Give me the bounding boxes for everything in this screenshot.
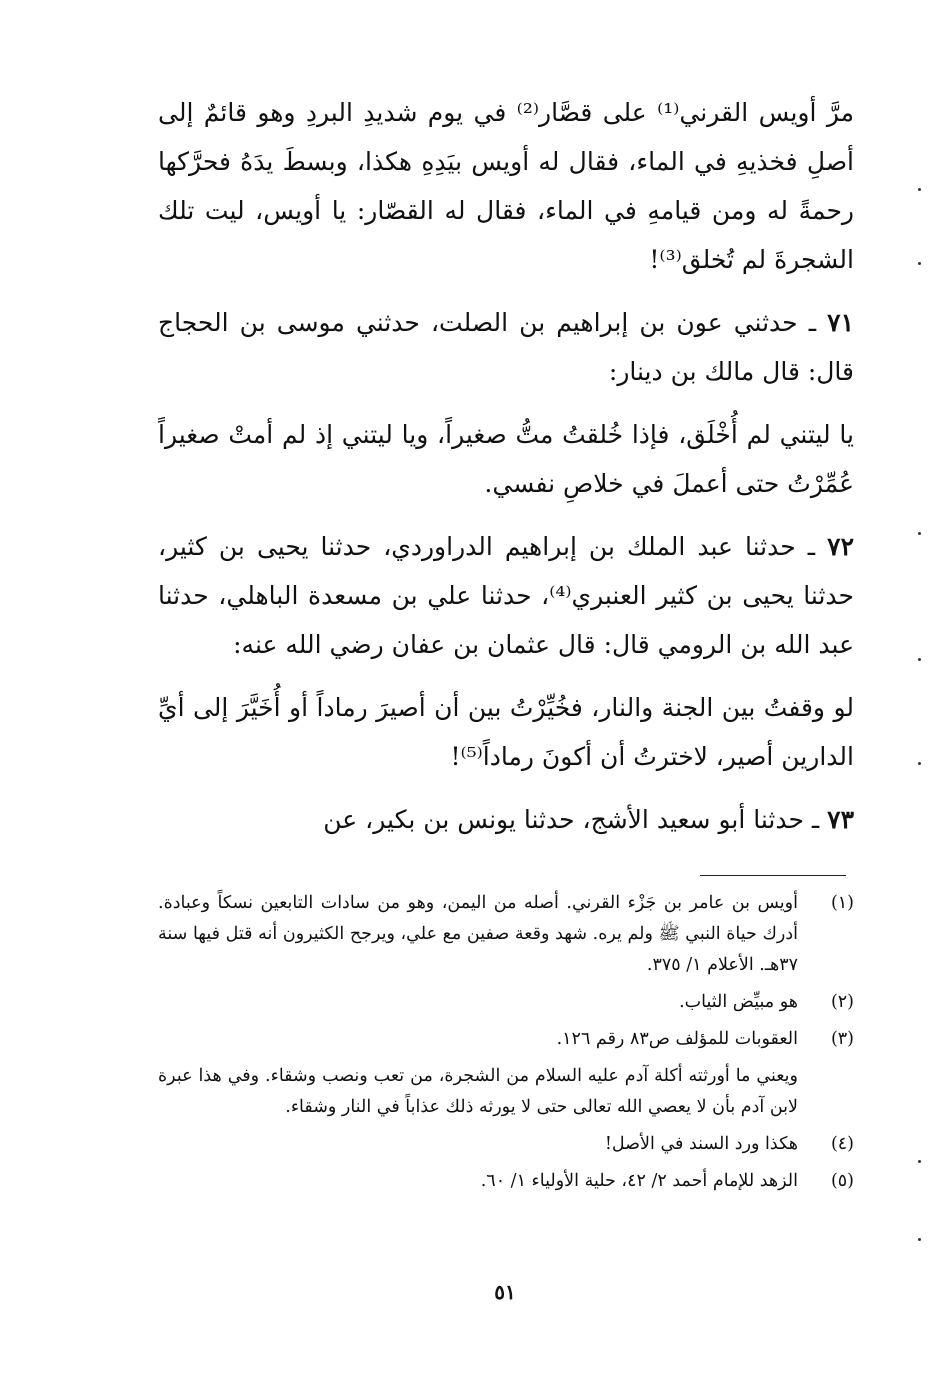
footnote xyxy=(158,888,854,981)
footnote-text: هو مبيِّض الثياب. xyxy=(679,992,798,1012)
scan-mark xyxy=(918,762,921,765)
main-text xyxy=(158,88,854,844)
footnote xyxy=(158,1024,854,1055)
narration-number: ٧١ xyxy=(827,308,854,337)
footnote-number xyxy=(798,1061,854,1123)
footnote xyxy=(158,987,854,1018)
narration-number: ٧٢ xyxy=(827,532,854,561)
narration-73 xyxy=(158,795,854,844)
footnote-continuation xyxy=(158,1061,854,1123)
footnote xyxy=(158,1129,854,1160)
narration-chain: ـ حدثنا أبو سعيد الأشج، حدثنا يونس بن بكير، عن xyxy=(323,805,828,834)
footnote xyxy=(158,1166,854,1197)
page-number: ٥١ xyxy=(494,1280,516,1304)
footnote-number: (٢) xyxy=(830,992,854,1012)
narration-chain: ـ حدثنا عبد الملك بن إبراهيم الدراوردي، حدثنا يحيى بن كثير، حدثنا يحيى بن كثير العنبري⁽⁴⁾، حدثنا علي بن مسعدة الباهلي، حدثنا عبد الله بن الرومي قال: قال عثمان بن عفان رضي الله عنه: xyxy=(158,532,854,659)
narration-72 xyxy=(158,522,854,669)
scan-mark xyxy=(918,1160,921,1163)
footnote-text: ويعني ما أورثته أكلة آدم عليه السلام من الشجرة، من تعب ونصب وشقاء. وفي هذا عبرة لابن آدم بأن لا يعصي الله تعالى حتى لا يورثه ذلك عذاباً في النار وشقاء. xyxy=(158,1066,798,1117)
quote-72: لو وقفتُ بين الجنة والنار، فخُيِّرْتُ بين أن أصيرَ رماداً أو أُخَيَّرَ إلى أيِّ الدارين أصير، لاخترتُ أن أكونَ رماداً⁽⁵⁾! xyxy=(158,693,854,771)
scan-mark xyxy=(918,188,921,191)
footnote-number: (١) xyxy=(830,893,854,913)
footnote-number: (٤) xyxy=(830,1134,854,1154)
scan-mark xyxy=(918,658,921,661)
narration-number: ٧٣ xyxy=(827,805,854,834)
footnote-separator xyxy=(700,875,846,876)
scan-mark xyxy=(918,262,921,265)
footnote-text: الزهد للإمام أحمد ٢/ ٤٢، حلية الأولياء ١/ ٦٠. xyxy=(480,1171,798,1191)
footnote-text: هكذا ورد السند في الأصل! xyxy=(604,1134,798,1154)
footnotes xyxy=(158,888,854,1197)
footnote-text: أويس بن عامر بن جَزْء القرني. أصله من اليمن، وهو من سادات التابعين نسكاً وعبادة. أدرك حياة النبي ﷺ ولم يره. شهد وقعة صفين مع علي، ويرجح الكثيرون أنه قتل فيها سنة ٣٧هـ. الأعلام ١/ ٣٧٥. xyxy=(158,893,798,975)
quote-71: يا ليتني لم أُخْلَق، فإذا خُلقتُ متُّ صغيراً، ويا ليتني إذ لم أمتْ صغيراً عُمِّرْتُ حتى أعملَ في خلاصِ نفسي. xyxy=(158,420,854,498)
scan-mark xyxy=(918,532,921,535)
footnote-text: العقوبات للمؤلف ص٨٣ رقم ١٢٦. xyxy=(556,1029,798,1049)
scan-mark xyxy=(918,1238,921,1241)
footnote-number: (٥) xyxy=(830,1171,854,1191)
narration-chain: ـ حدثني عون بن إبراهيم بن الصلت، حدثني موسى بن الحجاج قال: قال مالك بن دينار: xyxy=(158,308,854,386)
footnote-number: (٣) xyxy=(830,1029,854,1049)
paragraph-owais: مرَّ أويس القرني⁽¹⁾ على قصَّار⁽²⁾ في يوم شديدِ البردِ وهو قائمٌ إلى أصلِ فخذيهِ في الماء، فقال له أويس بيَدِهِ هكذا، وبسطَ يدَهُ فحرَّكها رحمةً له ومن قيامهِ في الماء، فقال له القصّار: يا أويس، ليت تلك الشجرةَ لم تُخلق⁽³⁾! xyxy=(158,98,855,274)
narration-71 xyxy=(158,298,854,396)
